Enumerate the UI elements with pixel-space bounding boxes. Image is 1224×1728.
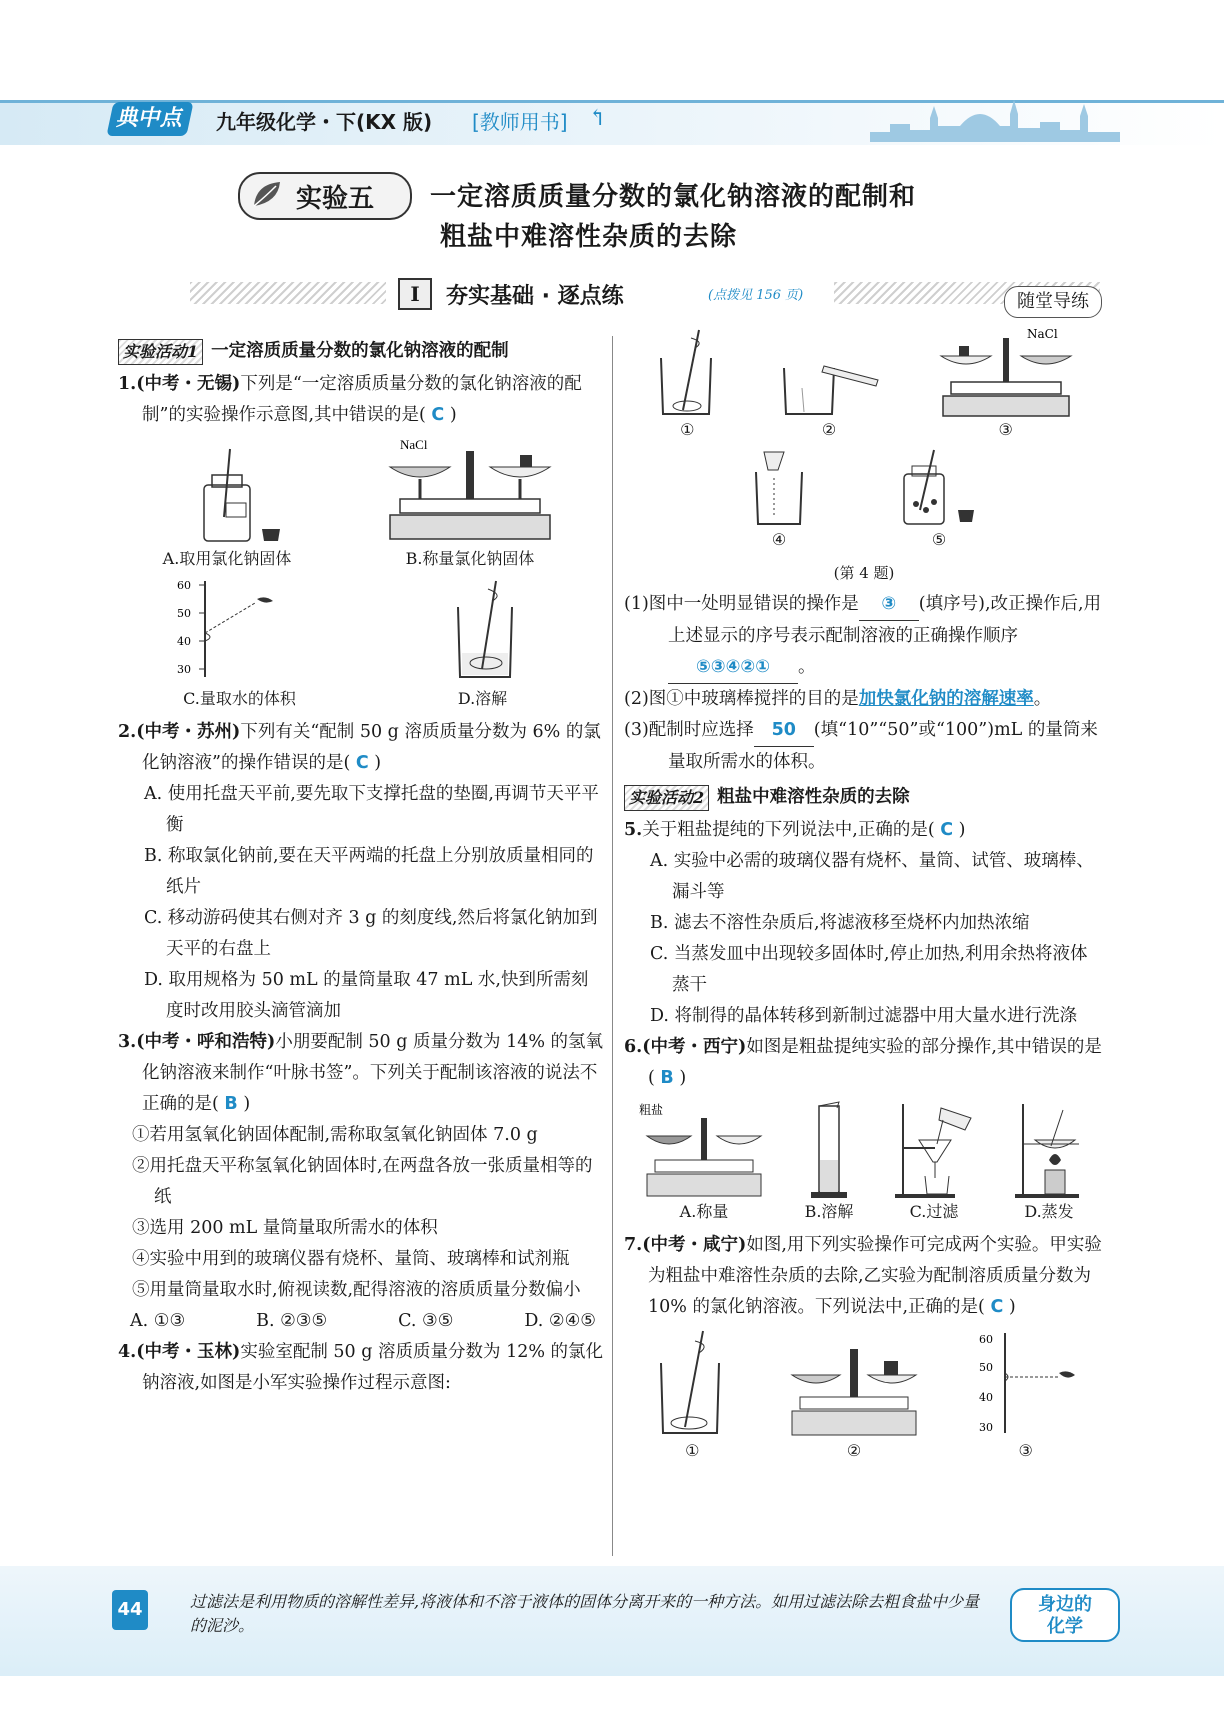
answer: C [940,820,954,840]
tick-label: 40 [176,635,191,648]
tick-label: 60 [176,579,191,592]
reagent-bottle-icon [894,448,984,528]
figure-a: 粗盐 A.称量 [639,1100,769,1224]
q4-sub-3: (3)配制时应选择 50 (填“10”“50”或“100”)mL 的量筒来量取所需水的体积。 [624,715,1104,778]
q1-figure-row-2 [118,577,604,711]
balance-scale-icon [931,328,1081,418]
question-5: 5.关于粗盐提纯的下列说法中,正确的是( C ) [624,820,966,840]
question-1: 1.(中考・无锡)下列是“一定溶质质量分数的氯化钠溶液的配制”的实验操作示意图,其中错误的是( C ) [118,374,582,425]
leaf-icon [250,178,286,210]
option: C. 移动游码使其右侧对齐 3 g 的刻度线,然后将氯化钠加到天平的右盘上 [144,908,598,959]
statement: ④实验中用到的玻璃仪器有烧杯、量筒、玻璃棒和试剂瓶 [132,1249,570,1269]
activity-2-heading [624,782,1104,813]
experiment-label: 实验五 [296,184,375,214]
beaker-stirring-icon [647,1329,737,1439]
figure-b: NaCl B.称量氯化钠固体 [370,437,570,571]
figure-5: ⑤ [894,448,984,552]
section-reference: (点拨见 156 页) [708,288,804,303]
return-icon[interactable]: ↰ [588,106,607,131]
choice: C. ③⑤ [398,1311,454,1331]
nacl-label: NaCl [400,437,428,452]
balance-scale-icon [784,1329,924,1439]
activity-tag: 实验活动1 [118,339,203,365]
figure-1: ① [647,328,727,442]
activity-title: 粗盐中难溶性杂质的去除 [717,787,910,807]
activity-title: 一定溶质质量分数的氯化钠溶液的配制 [211,341,509,361]
tick-label: 60 [978,1333,993,1346]
page-number: 44 [112,1590,148,1630]
q4-sub-1: (1)图中一处明显错误的操作是 ③ (填序号),改正操作后,用上述显示的序号表示配制溶液的正确操作顺序⑤③④②① 。 [624,589,1104,684]
option: D. 取用规格为 50 mL 的量筒量取 47 mL 水,快到所需刻度时改用胶头滴管滴加 [144,970,589,1021]
activity-tag: 实验活动2 [624,785,709,811]
measuring-cylinder-icon [799,1100,859,1200]
answer: C [431,405,445,425]
guide-badge: 随堂导练 [1004,286,1102,318]
evaporation-icon [1009,1100,1089,1200]
filtration-icon [889,1100,979,1200]
q3-choices [118,1306,604,1337]
statement: ②用托盘天平称氢氧化钠固体时,在两盘各放一张质量相等的纸 [132,1156,593,1207]
question-2: 2.(中考・苏州)下列有关“配制 50 g 溶质质量分数为 6% 的氯化钠溶液”的操作错误的是( C ) [118,722,601,773]
q4-sub-2: (2)图①中玻璃棒搅拌的目的是加快氯化钠的溶解速率。 [624,689,1052,709]
option: C. 当蒸发皿中出现较多固体时,停止加热,利用余热将液体蒸干 [650,944,1088,995]
question-3: 3.(中考・呼和浩特)小朋要配制 50 g 质量分数为 14% 的氢氧化钠溶液来制作“叶脉书签”。下列关于配制该溶液的说法不正确的是( B ) [118,1032,604,1114]
question-6: 6.(中考・西宁)如图是粗盐提纯实验的部分操作,其中错误的是( B ) [624,1037,1102,1088]
tick-label: 30 [176,663,191,676]
question-4: 4.(中考・玉林)实验室配制 50 g 溶质质量分数为 12% 的氯化钠溶液,如图是小军实验操作过程示意图: [118,1342,604,1393]
answer: 50 [754,715,814,747]
option: B. 滤去不溶性杂质后,将滤液移至烧杯内加热浓缩 [650,913,1030,933]
beaker-paper-icon [744,448,814,528]
measuring-cylinder-icon [971,1329,1081,1439]
tick-label: 30 [978,1421,993,1434]
tick-label: 50 [176,607,191,620]
salt-label: 粗盐 [639,1103,664,1117]
option: D. 将制得的晶体转移到新制过滤器中用大量水进行洗涤 [650,1006,1078,1026]
header-title: 九年级化学・下(KX 版) [216,110,433,134]
figure-4: ④ [744,448,814,552]
option: B. 称取氯化钠前,要在天平两端的托盘上分别放质量相同的纸片 [144,846,594,897]
right-column [624,328,1104,1469]
statement: ⑤用量筒量取水时,俯视读数,配得溶液的溶质质量分数偏小 [132,1280,581,1300]
q6-figure-row [624,1100,1104,1224]
figure-c: 60 50 40 30 C.量取水的体积 [165,577,315,711]
question-7: 7.(中考・咸宁)如图,用下列实验操作可完成两个实验。甲实验为粗盐中难溶性杂质的去除,乙实验为配制溶质质量分数为 10% 的氯化钠溶液。下列说法中,正确的是( C ) [624,1235,1102,1317]
figure-d: D.溶解 [408,577,558,711]
balance-scale-icon [639,1100,769,1200]
tick-label: 40 [978,1391,993,1404]
answer: B [660,1068,674,1088]
figure-b: B.溶解 [799,1100,859,1224]
beaker-stirring-icon [408,577,558,687]
option: A. 使用托盘天平前,要先取下支撑托盘的垫圈,再调节天平平衡 [144,784,599,835]
answer: ⑤③④②① [668,652,798,684]
answer: ③ [859,589,919,621]
answer: C [990,1297,1004,1317]
figure-c: C.过滤 [889,1100,979,1224]
section-title: 夯实基础 · 逐点练 [446,284,624,309]
q7-figure-row [624,1329,1104,1463]
page-title-line2: 粗盐中难溶性杂质的去除 [440,222,738,252]
option: A. 实验中必需的玻璃仪器有烧杯、量筒、试管、玻璃棒、漏斗等 [650,851,1094,902]
answer: C [355,753,369,773]
figure-3: NaCl ③ [931,328,1081,442]
figure-3: 60 50 40 30 ③ [971,1329,1081,1463]
left-column [118,336,604,1399]
choice: B. ②③⑤ [256,1311,328,1331]
choice: A. ①③ [130,1311,186,1331]
page-title-line1: 一定溶质质量分数的氯化钠溶液的配制和 [430,182,917,212]
beaker-stirring-icon [647,328,727,418]
figure-a: A.取用氯化钠固体 [152,447,302,571]
tick-label: 50 [978,1361,993,1374]
activity-1-heading [118,336,604,367]
teacher-tag: [教师用书] [472,110,568,134]
q4-figure-row-1 [624,328,1104,442]
nacl-label: NaCl [1026,328,1058,341]
figure-1: ① [647,1329,737,1463]
q4-figure-row-2 [624,448,1104,552]
statement: ①若用氢氧化钠固体配制,需称取氢氧化钠固体 7.0 g [132,1125,538,1145]
statement: ③选用 200 mL 量筒量取所需水的体积 [132,1218,438,1238]
measuring-cylinder-icon [165,577,315,687]
answer: B [224,1094,238,1114]
figure-d: D.蒸发 [1009,1100,1089,1224]
footer-note: 过滤法是利用物质的溶解性差异,将液体和不溶于液体的固体分离开来的一种方法。如用过滤法除去粗食盐中少量的泥沙。 [190,1592,980,1635]
chemistry-around-us-badge: 身边的 化学 [1010,1588,1120,1642]
answer: 加快氯化钠的溶解速率 [858,689,1034,709]
choice: D. ②④⑤ [524,1311,596,1331]
reagent-bottle-icon [152,447,302,547]
pouring-water-icon [774,328,884,418]
q1-figure-row-1 [118,437,604,571]
figure-2: ② [784,1329,924,1463]
column-divider [612,336,613,1556]
book-logo: 典中点 [106,102,193,136]
figure-caption: (第 4 题) [833,564,895,582]
balance-scale-icon [370,437,570,547]
figure-2: ② [774,328,884,442]
skyline-illustration-icon [870,96,1120,142]
section-number: I [398,278,432,310]
